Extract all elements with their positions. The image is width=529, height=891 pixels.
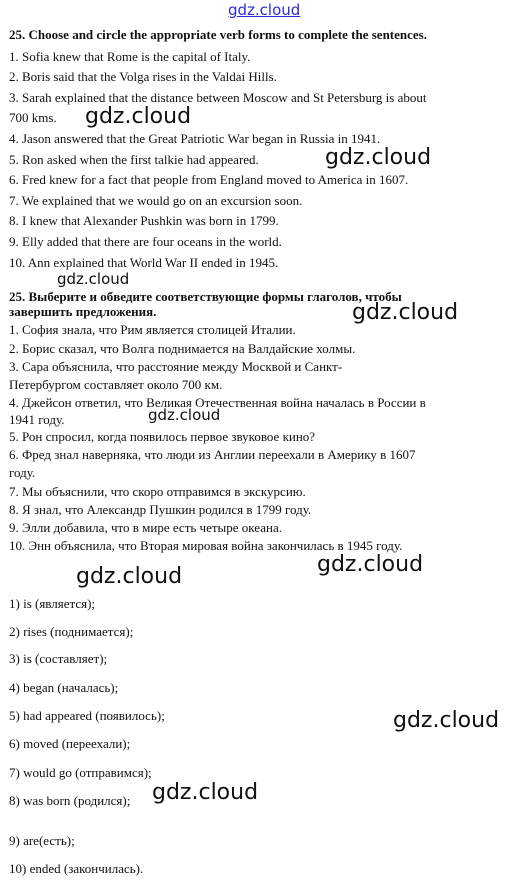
english-sentence-3-cont: 700 kms. <box>9 110 57 125</box>
answer-8: 8) was born (родился); <box>9 793 131 808</box>
russian-sentence-3: 3. Сара объяснила, что расстояние между Москвой и Санкт- <box>9 359 343 374</box>
watermark-8: gdz.cloud <box>393 708 500 733</box>
russian-sentence-4: 4. Джейсон ответил, что Великая Отечественная война началась в России в <box>9 395 426 410</box>
answer-2: 2) rises (поднимается); <box>9 624 134 639</box>
answer-6: 6) moved (переехали); <box>9 736 131 751</box>
watermark-5: gdz.cloud <box>148 406 221 424</box>
english-sentence-5: 5. Ron asked when the first talkie had appeared. <box>9 152 259 167</box>
page-header-watermark: gdz.cloud <box>228 1 301 19</box>
answer-1: 1) is (является); <box>9 596 96 611</box>
watermark-1: gdz.cloud <box>85 104 192 129</box>
english-sentence-4: 4. Jason answered that the Great Patriotic War began in Russia in 1941. <box>9 131 381 146</box>
russian-sentence-9: 9. Элли добавила, что в мире есть четыре океана. <box>9 520 282 535</box>
english-sentence-10: 10. Ann explained that World War II ended in 1945. <box>9 255 279 270</box>
watermark-9: gdz.cloud <box>152 780 259 805</box>
russian-task-heading-line2: завершить предложения. <box>9 304 157 319</box>
watermark-7: gdz.cloud <box>317 552 424 577</box>
english-sentence-8: 8. I knew that Alexander Pushkin was born in 1799. <box>9 213 279 228</box>
russian-sentence-10: 10. Энн объяснила, что Вторая мировая война закончилась в 1945 году. <box>9 538 403 553</box>
english-sentence-1: 1. Sofia knew that Rome is the capital of Italy. <box>9 49 251 64</box>
russian-sentence-8: 8. Я знал, что Александр Пушкин родился в 1799 году. <box>9 502 312 517</box>
watermark-6: gdz.cloud <box>76 564 183 589</box>
english-task-heading: 25. Choose and circle the appropriate verb forms to complete the sentences. <box>9 27 427 42</box>
answer-10: 10) ended (закончилась). <box>9 861 144 876</box>
answer-7: 7) would go (отправимся); <box>9 765 152 780</box>
russian-task-heading-line1: 25. Выберите и обведите соответствующие формы глаголов, чтобы <box>9 289 402 304</box>
english-sentence-3: 3. Sarah explained that the distance between Moscow and St Petersburg is about <box>9 90 427 105</box>
watermark-4: gdz.cloud <box>352 300 459 325</box>
english-sentence-7: 7. We explained that we would go on an excursion soon. <box>9 193 303 208</box>
watermark-2: gdz.cloud <box>325 145 432 170</box>
russian-sentence-6: 6. Фред знал наверняка, что люди из Англии переехали в Америку в 1607 <box>9 447 416 462</box>
english-sentence-9: 9. Elly added that there are four oceans in the world. <box>9 234 282 249</box>
russian-sentence-4-cont: 1941 году. <box>9 412 65 427</box>
english-sentence-2: 2. Boris said that the Volga rises in the Valdai Hills. <box>9 69 277 84</box>
russian-sentence-7: 7. Мы объяснили, что скоро отправимся в экскурсию. <box>9 484 306 499</box>
answer-3: 3) is (составляет); <box>9 651 108 666</box>
english-sentence-6: 6. Fred knew for a fact that people from England moved to America in 1607. <box>9 172 409 187</box>
russian-sentence-3-cont: Петербургом составляет около 700 км. <box>9 377 223 392</box>
russian-sentence-1: 1. София знала, что Рим является столицей Италии. <box>9 322 296 337</box>
russian-sentence-2: 2. Борис сказал, что Волга поднимается на Валдайские холмы. <box>9 341 356 356</box>
russian-sentence-5: 5. Рон спросил, когда появилось первое звуковое кино? <box>9 429 316 444</box>
russian-sentence-6-cont: году. <box>9 465 36 480</box>
answer-4: 4) began (началась); <box>9 680 119 695</box>
answer-9: 9) are(есть); <box>9 833 75 848</box>
answer-5: 5) had appeared (появилось); <box>9 708 165 723</box>
watermark-3: gdz.cloud <box>57 270 130 288</box>
